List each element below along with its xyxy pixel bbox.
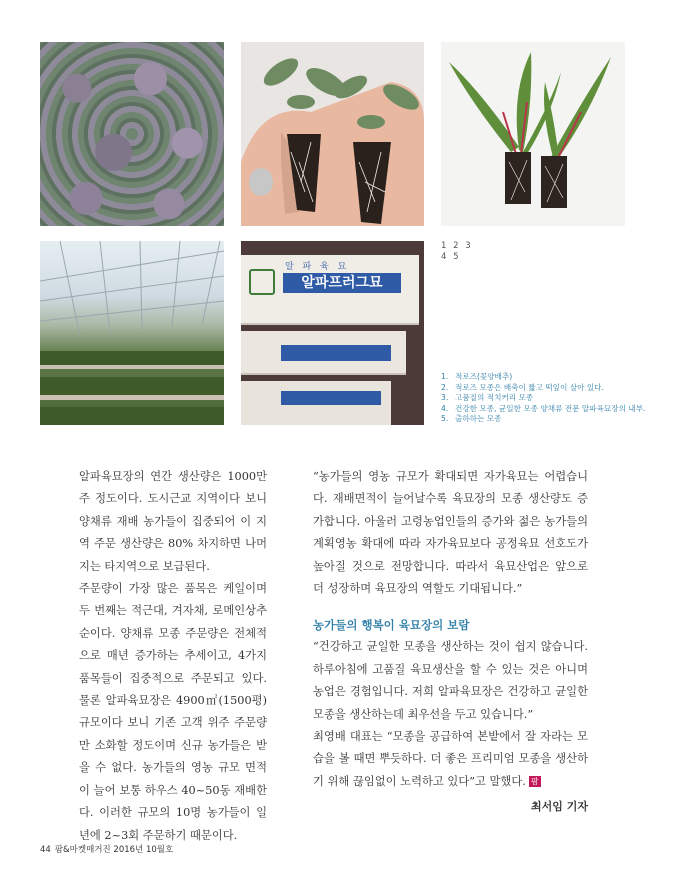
caption-number: 5. (441, 414, 449, 424)
photo-red-chicory-seedlings (441, 42, 625, 226)
photo-captions (441, 372, 661, 425)
box-1 (241, 255, 419, 325)
body-paragraph (313, 726, 588, 793)
seedling-plugs-illustration (241, 42, 424, 226)
caption-item (441, 372, 661, 383)
box-2-band (281, 345, 391, 361)
section-subheading: 농가들의 행복이 육묘장의 보람 (313, 618, 470, 633)
body-paragraph: 주문량이 가장 많은 품목은 케일이며 두 번째는 적근대, 겨자채, 로메인상추 순이다. 양채류 모종 주문량은 전체적으로 매년 증가하는 추세이고, 4가지 품목들이 집중적으로 주문되고 있다. 물론 알파육묘장은 4900㎡(1500평) 규모이다 보니 기존 고객 위주 주문량만 소화할 정도이며 신규 농가들은 받을 수 없다. 농가들의 영농 규모 면적이 늘어 보통 하우스 40~50동 재배한다. 이러한 규모의 10명 농가들이 일년에 2~3회 주문하기 때문이다. (79, 582, 267, 842)
caption-item (441, 383, 661, 394)
box-logo-icon (249, 269, 275, 295)
photo-red-rose-seedlings (40, 42, 224, 226)
caption-text: 적로즈 모종은 배축이 짧고 떡잎이 살아 있다. (455, 382, 604, 392)
page-number: 44 (40, 845, 51, 855)
page-footer (40, 843, 173, 855)
body-column-left (79, 466, 267, 847)
greenhouse-illustration (40, 241, 224, 425)
publication-name: 팜&마켓매거진 2016년 10월호 (54, 845, 174, 855)
photo-greenhouse-interior (40, 241, 224, 425)
photo-seedling-plugs-in-hand (241, 42, 424, 226)
author-byline: 최서임 기자 (531, 800, 588, 814)
photo-number-row-2: 4 5 (441, 252, 461, 262)
chicory-illustration (441, 42, 625, 226)
caption-item (441, 404, 661, 415)
body-column-right (313, 466, 588, 819)
caption-number: 1. (441, 372, 449, 381)
caption-item (441, 414, 661, 425)
photo-number-key (441, 241, 473, 263)
caption-number: 2. (441, 382, 449, 392)
box-name-label: 알파프러그묘 (283, 273, 401, 293)
end-mark-icon: 팜 (530, 776, 539, 786)
closing-paragraph-text: 최영배 대표는 “모종을 공급하여 본밭에서 잘 자라는 모습을 볼 때면 뿌듯하다. 더 좋은 프리미엄 모종을 생산하기 위해 끊임없이 노력하고 있다”고 말했다. (313, 730, 588, 788)
caption-number: 4. (441, 403, 449, 413)
caption-number: 3. (441, 393, 449, 403)
box-3 (241, 381, 391, 425)
caption-text: 건강한 모종, 균일한 모종 양채류 전문 알파육묘장의 내부. (455, 403, 646, 413)
caption-item (441, 393, 661, 404)
body-paragraph: “농가들의 영농 규모가 확대되면 자가육묘는 어렵습니다. 재배면적이 늘어날수록 육묘장의 모종 생산량도 증가합니다. 아울러 고령농업인들의 증가와 젊은 농가들의 계획영농 확대에 따라 자가육묘보다 공정육묘 선호도가 높아질 것으로 전망합니다. 따라서 육묘산업은 앞으로 더 성장하며 육묘장의 역할도 기대됩니다.” (313, 470, 588, 596)
body-paragraph: “건강하고 균일한 모종을 생산하는 것이 쉽지 않습니다. 하루아침에 고품질 육묘생산을 할 수 있는 것은 아니며 농업은 경험입니다. 저희 알파육묘장은 건강하고 균일한 모종을 생산하는데 최우선을 두고 있습니다.” (313, 640, 588, 721)
box-3-band (281, 391, 381, 405)
box-2 (241, 331, 406, 375)
photo-number-row-1: 1 2 3 (441, 241, 473, 251)
caption-text: 고품질의 적치커리 모종 (455, 393, 534, 403)
body-paragraph: 알파육묘장의 연간 생산량은 1000만 주 정도이다. 도시근교 지역이다 보니 양채류 재배 농가들이 집중되어 이 지역 주문 생산량은 80% 차지하면 나머지는 타지역으로 보급된다. (79, 470, 267, 573)
photo-shipping-boxes (241, 241, 424, 425)
caption-text: 적로즈(꽃양배추) (455, 372, 513, 381)
caption-text: 출하하는 모종 (455, 414, 502, 424)
box-brand-label: 알 파 육 묘 (285, 262, 350, 272)
